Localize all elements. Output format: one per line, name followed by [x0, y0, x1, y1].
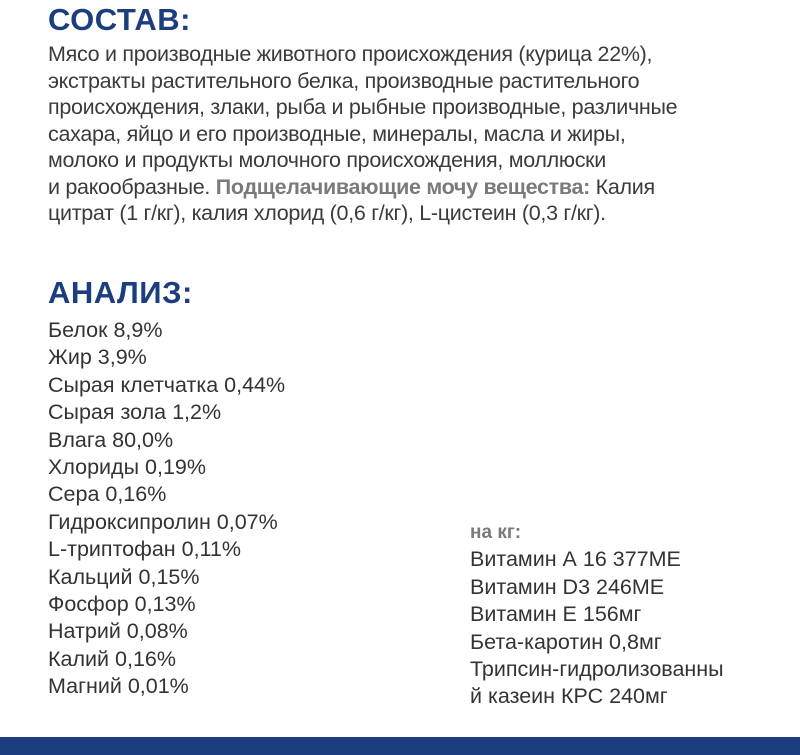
analysis-item: Хлориды 0,19%	[48, 455, 206, 480]
per-kg-item: Витамин Е 156мг	[470, 602, 642, 627]
per-kg-list	[470, 519, 724, 711]
analysis-item: Гидроксипролин 0,07%	[48, 509, 278, 534]
composition-heading: СОСТАВ:	[48, 2, 191, 37]
analysis-item: Фосфор 0,13%	[48, 592, 196, 617]
composition-line: происхождения, злаки, рыба и рыбные производные, различные	[48, 95, 678, 119]
analysis-item: Сырая зола 1,2%	[48, 400, 222, 425]
per-kg-title: на кг:	[470, 522, 522, 543]
analysis-item: Натрий 0,08%	[48, 619, 188, 644]
per-kg-item: Трипсин-гидролизованны	[470, 657, 724, 682]
analysis-item: Влага 80,0%	[48, 427, 174, 452]
urine-alkalizers-label: Подщелачивающие мочу вещества:	[215, 174, 590, 199]
composition-text	[48, 41, 788, 227]
composition-line: цитрат (1 г/кг), калия хлорид (0,6 г/кг), L-цистеин (0,3 г/кг).	[48, 201, 606, 225]
analysis-item: Сера 0,16%	[48, 482, 167, 507]
per-kg-item: Бета-каротин 0,8мг	[470, 629, 662, 654]
analysis-item: L-триптофан 0,11%	[48, 537, 241, 562]
composition-line: молоко и продукты молочного происхождения, моллюски	[48, 148, 606, 172]
composition-line: экстракты растительного белка, производные растительного	[48, 68, 640, 93]
analysis-item: Магний 0,01%	[48, 674, 189, 699]
composition-line-suffix: Калия	[590, 174, 655, 199]
composition-line: сахара, яйцо и его производные, минералы, масла и жиры,	[48, 121, 626, 146]
analysis-item: Сырая клетчатка 0,44%	[48, 372, 286, 397]
per-kg-item: Витамин А 16 377МЕ	[470, 547, 681, 572]
analysis-item: Калий 0,16%	[48, 646, 176, 671]
composition-line-prefix: и ракообразные.	[48, 174, 216, 199]
per-kg-item: й казеин КРС 240мг	[470, 684, 668, 709]
analysis-item: Белок 8,9%	[48, 318, 163, 342]
footer-bar	[0, 737, 800, 755]
analysis-item: Жир 3,9%	[48, 345, 147, 370]
analysis-heading: АНАЛИЗ:	[48, 275, 193, 310]
analysis-list	[48, 317, 285, 701]
per-kg-item: Витамин D3 246МЕ	[470, 574, 665, 599]
analysis-item: Кальций 0,15%	[48, 564, 200, 589]
composition-line	[48, 174, 788, 201]
composition-line: Мясо и производные животного происхождения (курица 22%),	[48, 42, 653, 66]
